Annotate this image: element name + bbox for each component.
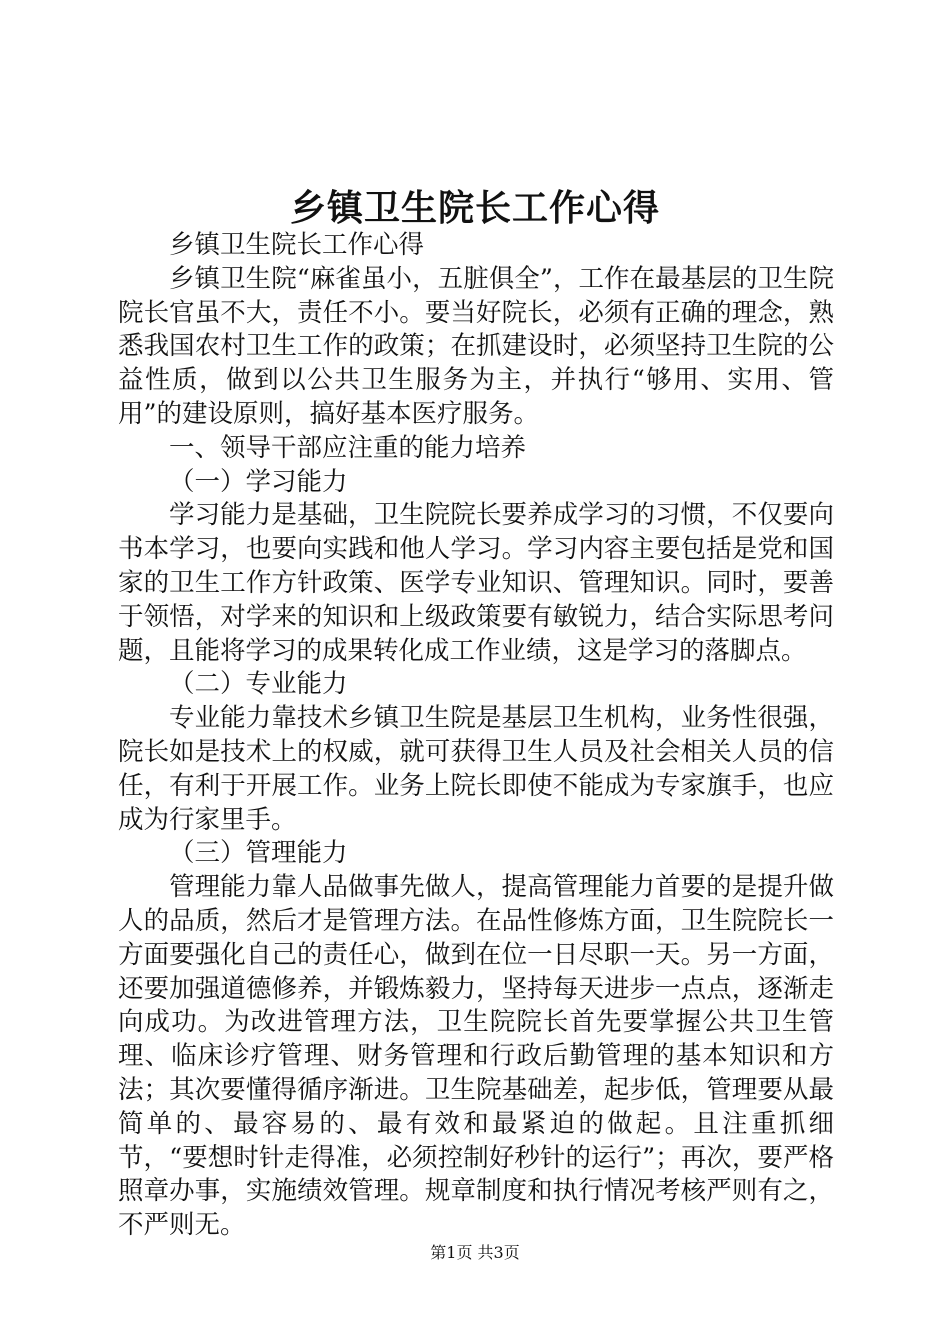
paragraph-management-ability: 管理能力靠人品做事先做人，提高管理能力首要的是提升做人的品质，然后才是管理方法。在品性修炼方面，卫生院院长一方面要强化自己的责任心，做到在位一日尽职一天。另一方面，还要加强道德修养，并锻炼毅力，坚持每天进步一点点，逐渐走向成功。为改进管理方法，卫生院院长首先要掌握公共卫生管理、临床诊疗管理、财务管理和行政后勤管理的基本知识和方法；其次要懂得循序渐进。卫生院基础差，起步低，管理要从最简单的、最容易的、最有效和最紧迫的做起。且注重抓细节，“要想时针走得准，必须控制好秒针的运行”；再次，要严格照章办事，实施绩效管理。规章制度和执行情况考核严则有之，不严则无。 (118, 872, 834, 1241)
document-body (118, 229, 834, 1243)
subheading-professional-ability: （二）专业能力 (169, 669, 348, 700)
document-title: 乡镇卫生院长工作心得 (289, 187, 660, 229)
paragraph-intro: 乡镇卫生院“麻雀虽小，五脏俱全”，工作在最基层的卫生院院长官虽不大，责任不小。要当好院长，必须有正确的理念，熟悉我国农村卫生工作的政策；在抓建设时，必须坚持卫生院的公益性质，做到以公共卫生服务为主，并执行“够用、实用、管用”的建设原则，搞好基本医疗服务。 (118, 263, 834, 429)
section-heading-ability-training: 一、领导干部应注重的能力培养 (169, 432, 527, 463)
subheading-management-ability: （三）管理能力 (169, 838, 348, 869)
paragraph-subtitle: 乡镇卫生院长工作心得 (169, 230, 425, 260)
page-number-footer: 第1页 共3页 (430, 1243, 520, 1262)
paragraph-learning-ability: 学习能力是基础，卫生院院长要养成学习的习惯，不仅要向书本学习，也要向实践和他人学习。学习内容主要包括是党和国家的卫生工作方针政策、医学专业知识、管理知识。同时，要善于领悟，对学来的知识和上级政策要有敏锐力，结合实际思考问题，且能将学习的成果转化成工作业绩，这是学习的落脚点。 (118, 500, 834, 666)
subheading-learning-ability: （一）学习能力 (169, 466, 348, 497)
paragraph-professional-ability: 专业能力靠技术乡镇卫生院是基层卫生机构，业务性很强，院长如是技术上的权威，就可获得卫生人员及社会相关人员的信任，有利于开展工作。业务上院长即使不能成为专家旗手，也应成为行家里手。 (118, 703, 834, 835)
